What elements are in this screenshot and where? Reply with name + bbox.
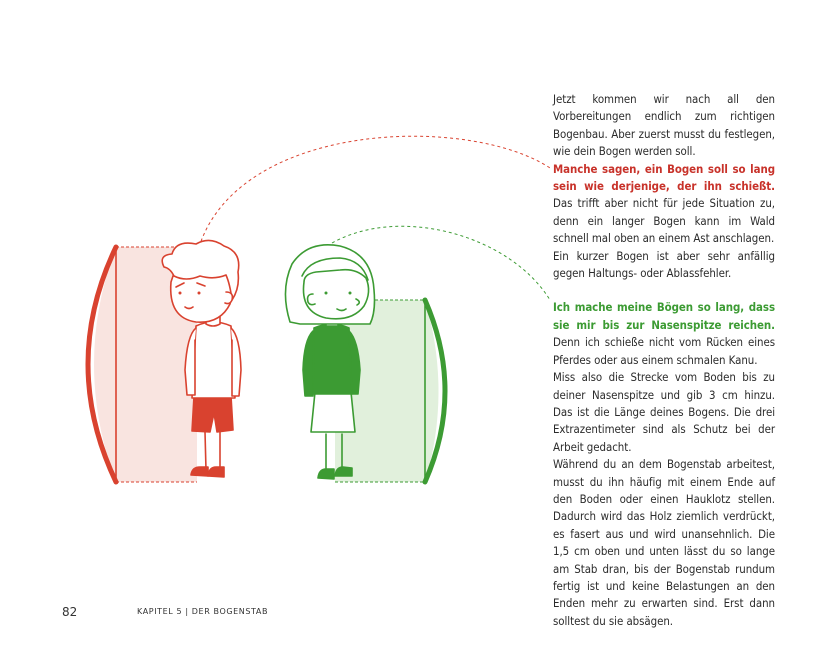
red-highlight-text: Manche sagen, ein Bogen soll so lang sein wie derjenige, der ihn schießt. — [553, 161, 775, 194]
red-paragraph-text: Das trifft aber nicht für jede Situation zu, denn ein langer Bogen kann im Wald schnell mal oben an einem Ast anschlagen. — [553, 196, 775, 246]
girl-right-shoe — [335, 467, 352, 476]
running-head: KAPITEL 5 | DER BOGENSTAB — [137, 607, 269, 616]
boy-left-shoe — [191, 467, 208, 476]
short-bow-paragraph — [553, 248, 775, 283]
page-number: 82 — [62, 605, 78, 619]
red-dashed-connector — [199, 136, 550, 247]
intro-text: Jetzt kommen wir nach all den Vorbereitungen endlich zum richtigen Bogenbau. Aber zuerst musst du festlegen, wie dein Bogen werden soll. — [553, 92, 775, 159]
girl-skirt — [311, 392, 355, 432]
girl-eye-left — [325, 292, 328, 295]
body-text-column — [553, 91, 775, 630]
green-paragraph — [553, 299, 775, 369]
girl-left-shoe — [318, 469, 334, 479]
work-text: Während du an dem Bogenstab arbeitest, musst du ihn häufig mit einem Ende auf den Boden oder einen Hauklotz stellen. Dadurch wird das Holz ziemlich verdrückt, es fasert aus und wird unansehnlich. Die 1,5 cm oben und unten lässt du so lange am Stab dran, bis der Bogenstab rundum fertig ist und keine Belastungen an den Enden mehr zu erwarten sind. Erst dann solltest du sie absägen. — [553, 457, 775, 628]
boy-right-shoe — [208, 467, 224, 477]
boy-shirt — [192, 322, 235, 398]
green-highlight-text: Ich mache meine Bögen so lang, dass sie mir bis zur Nasenspitze reichen. — [553, 300, 775, 332]
boy-ear — [225, 292, 232, 304]
green-paragraph-text: Denn ich schieße nicht vom Rücken eines Pferdes oder aus einem schmalen Kanu. — [553, 335, 775, 367]
measure-paragraph — [553, 369, 775, 456]
girl-sweater — [313, 324, 352, 394]
paragraph-gap — [553, 282, 775, 299]
boy-eye-left — [179, 292, 182, 295]
boy-right-arm — [231, 328, 241, 396]
girl-eye-right — [349, 292, 352, 295]
short-bow-text: Ein kurzer Bogen ist aber sehr anfällig gegen Haltungs- oder Ablassfehler. — [553, 248, 775, 281]
work-paragraph — [553, 456, 775, 630]
boy-eye-right — [198, 292, 201, 295]
measure-text: Miss also die Strecke vom Boden bis zu deiner Nasenspitze und gib 3 cm hinzu. Das ist die Länge deines Bogens. Die drei Extrazentimeter sind als Schutz bei der Arbeit gedacht. — [553, 370, 775, 454]
red-paragraph — [553, 161, 775, 248]
intro-paragraph — [553, 91, 775, 161]
boy-left-leg — [205, 432, 206, 470]
boy-shorts — [192, 396, 233, 432]
